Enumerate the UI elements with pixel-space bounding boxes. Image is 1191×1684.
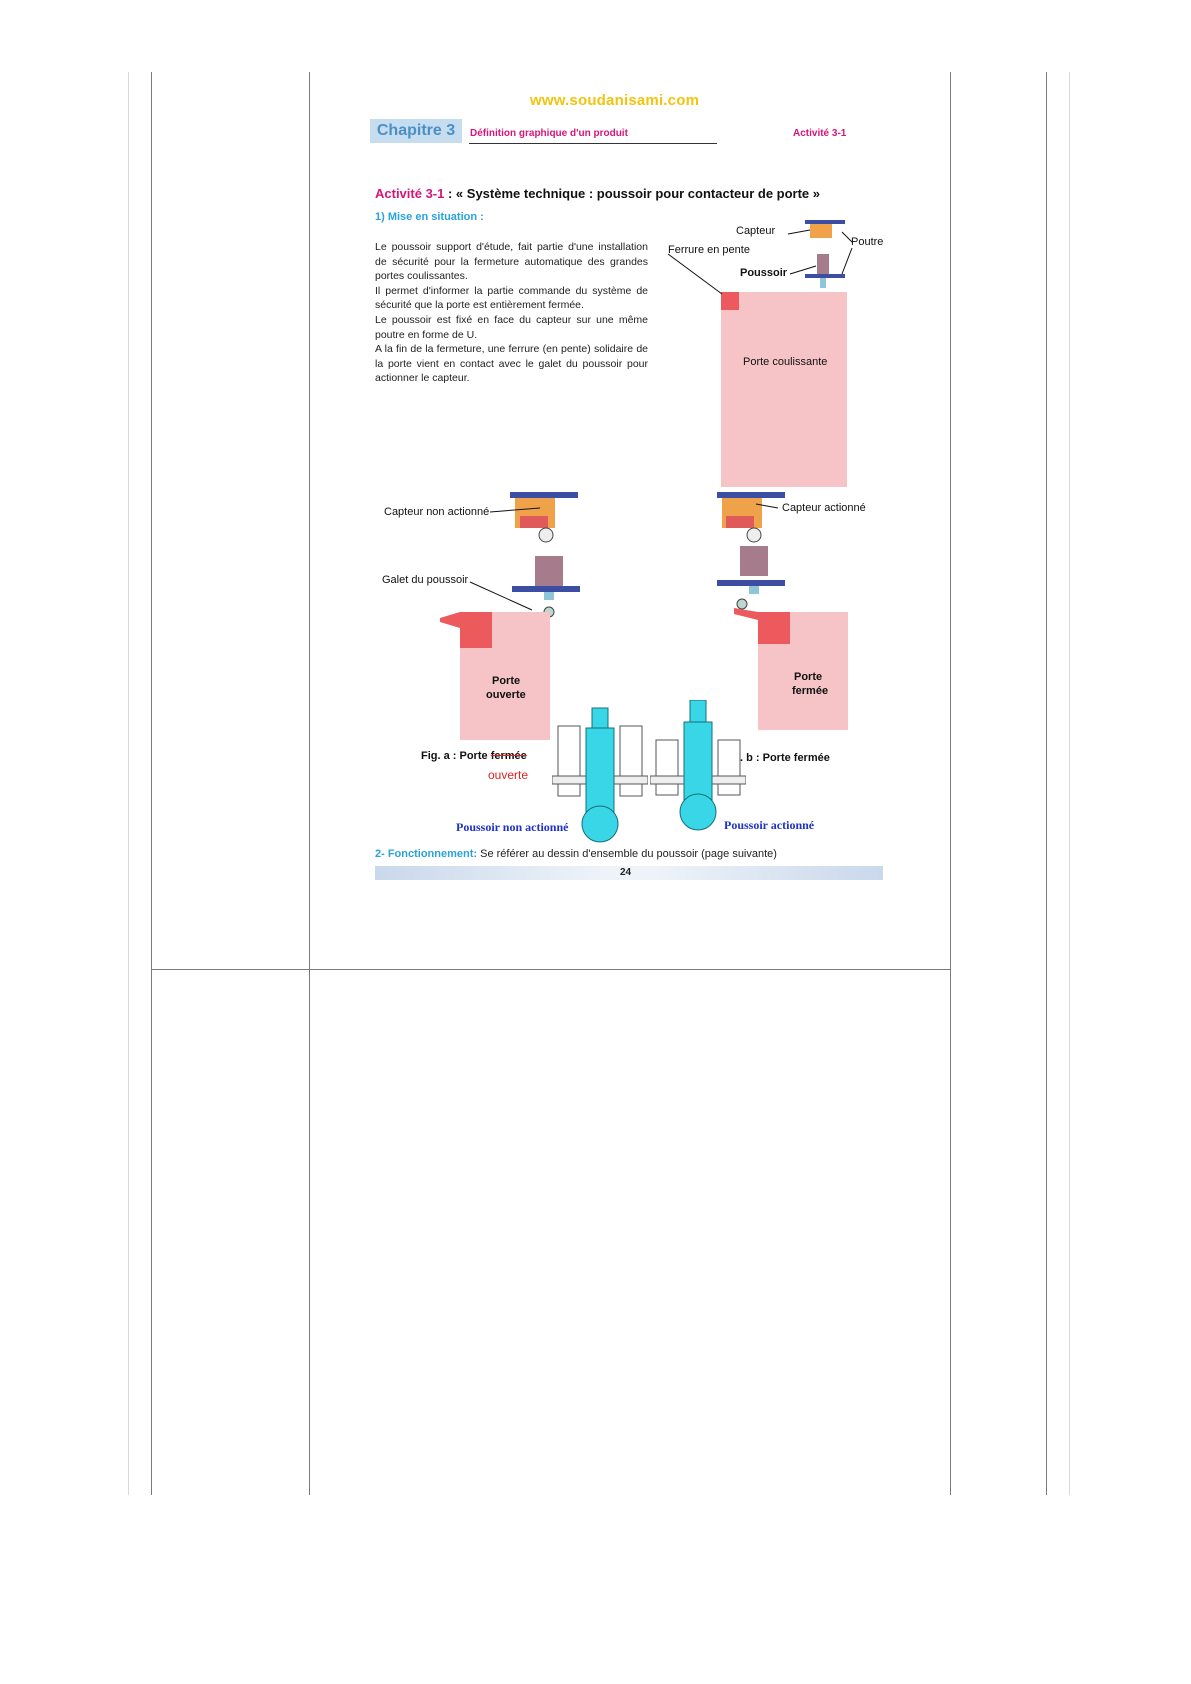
beam-top — [510, 492, 578, 498]
chapter-badge: Chapitre 3 — [370, 119, 462, 143]
ferrure-block — [758, 612, 790, 644]
leader-line — [788, 230, 810, 234]
table-border-left-outer — [128, 72, 129, 1495]
ferrure — [721, 292, 739, 310]
beam-top — [805, 220, 845, 224]
roller — [582, 806, 618, 842]
activity-ref: Activité 3-1 — [793, 128, 847, 139]
fig-a-correction: ouverte — [488, 768, 529, 782]
section1-body — [375, 240, 648, 386]
activity-prefix: Activité 3-1 — [375, 186, 445, 201]
pusher-body — [817, 254, 829, 274]
galet-label: Galet du poussoir — [382, 574, 469, 586]
housing-left — [656, 740, 678, 795]
sensor-head — [726, 516, 754, 528]
pusher-stem — [820, 278, 826, 288]
capteur-non-actionne-label: Capteur non actionné — [384, 506, 490, 518]
poussoir-non-actionne-label: Poussoir non actionné — [456, 820, 569, 834]
definition-title: Définition graphique d'un produit — [470, 128, 628, 139]
table-border-right-outer — [1069, 72, 1070, 1495]
section2-title: 2- Fonctionnement: — [375, 848, 478, 860]
housing-left — [558, 726, 580, 796]
leader-line — [490, 508, 540, 512]
table-border-col-right — [950, 72, 951, 1495]
section2-line — [375, 848, 777, 860]
table-border-col — [309, 72, 310, 1495]
paragraph: Il permet d'informer la partie commande du système de sécurité que la porte est entièrement fermée. — [375, 284, 648, 312]
poussoir-actionne-label: Poussoir actionné — [724, 818, 815, 832]
leader-line — [668, 254, 722, 294]
paragraph: A la fin de la fermeture, une ferrure (en pente) solidaire de la porte vient en contact avec le galet du poussoir pour actionner le capteur. — [375, 343, 648, 385]
section2-text: Se référer au dessin d'ensemble du poussoir (page suivante) — [477, 848, 777, 860]
table-row-divider — [151, 969, 950, 970]
pusher-stem — [749, 586, 759, 594]
sliding-door — [721, 292, 847, 487]
leader-line — [470, 582, 532, 610]
leader-line — [790, 266, 816, 274]
beam-top — [717, 492, 785, 498]
table-border-right — [1046, 72, 1047, 1495]
ferrure — [734, 608, 758, 620]
beam-bottom — [805, 274, 845, 278]
porte-ouverte-line1: Porte — [492, 675, 521, 687]
porte-fermee-line2: fermée — [792, 685, 829, 697]
porte-ouverte-line2: ouverte — [486, 689, 526, 701]
sensor — [810, 224, 832, 238]
galet — [737, 599, 747, 609]
website-banner[interactable]: www.soudanisami.com — [530, 92, 700, 109]
page-number: 24 — [620, 867, 632, 878]
capteur-label: Capteur — [736, 225, 776, 237]
housing-right — [718, 740, 740, 795]
leader-lines-a — [380, 500, 560, 620]
capteur-actionne-label: Capteur actionné — [782, 502, 866, 514]
poutre-label: Poutre — [851, 236, 884, 248]
beam-bottom — [717, 580, 785, 586]
pusher-body — [740, 546, 768, 576]
table-border-left — [151, 72, 152, 1495]
activity-title — [375, 186, 820, 201]
leader-line — [842, 248, 852, 274]
paragraph: Le poussoir support d'étude, fait partie d'une installation de sécurité pour la fermeture automatique des grandes portes coulissantes. — [375, 241, 648, 283]
sensor-roller — [747, 528, 761, 542]
porte-fermee-line1: Porte — [794, 671, 823, 683]
fig-a-caption-struck: fermée — [490, 750, 527, 762]
rod-top — [690, 700, 706, 722]
fig-a-caption-prefix: Fig. a : Porte — [421, 750, 491, 762]
fig-b-caption: . b : Porte fermée — [740, 752, 830, 764]
paragraph: Le poussoir est fixé en face du capteur sur une même poutre en forme de U. — [375, 313, 648, 341]
porte-coulissante-label: Porte coulissante — [743, 356, 828, 368]
rod — [684, 722, 712, 804]
section1-title: 1) Mise en situation : — [375, 211, 484, 223]
rod-top — [592, 708, 608, 728]
roller — [680, 794, 716, 830]
fig-a-caption — [421, 750, 527, 762]
definition-underline — [469, 143, 717, 144]
poussoir-label: Poussoir — [740, 267, 788, 279]
housing-right — [620, 726, 642, 796]
rod — [586, 728, 614, 814]
ferrure-label: Ferrure en pente — [668, 244, 750, 256]
activity-title-text: : « Système technique : poussoir pour contacteur de porte » — [444, 186, 821, 201]
